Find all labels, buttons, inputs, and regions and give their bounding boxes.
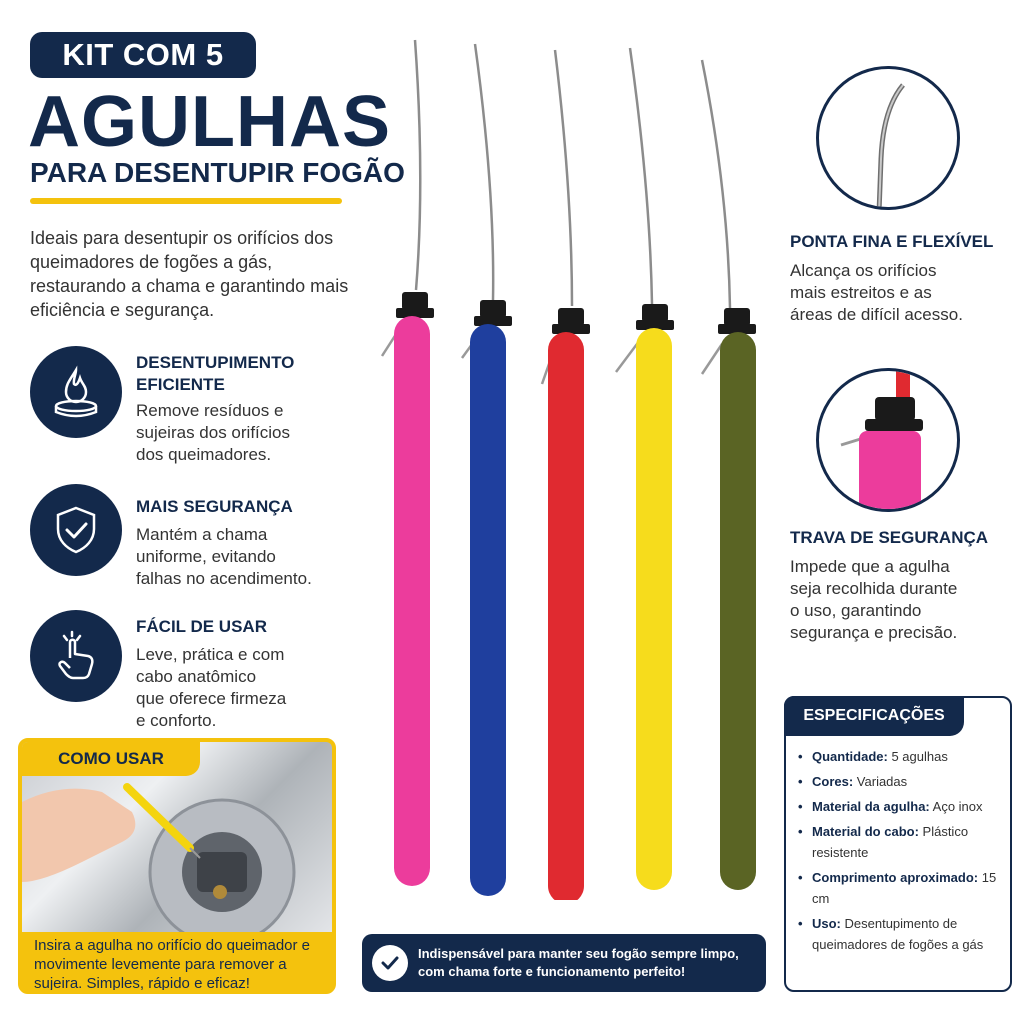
tip-text-line: Alcança os orifícios bbox=[790, 261, 937, 280]
check-icon bbox=[372, 945, 408, 981]
spec-item bbox=[798, 821, 1006, 863]
spec-label: Cores: bbox=[812, 774, 854, 789]
burner-flame-icon bbox=[30, 346, 122, 438]
shield-check-icon bbox=[30, 484, 122, 576]
feature-text: cabo anatômico bbox=[136, 667, 257, 686]
spec-value: Variadas bbox=[853, 774, 908, 789]
spec-value: 5 agulhas bbox=[887, 749, 948, 764]
spec-item bbox=[798, 867, 1006, 909]
kit-badge: KIT COM 5 bbox=[30, 32, 256, 78]
needle-pink bbox=[382, 40, 434, 886]
tip-text-line: áreas de difícil acesso. bbox=[790, 305, 963, 324]
feature-efficiency bbox=[136, 352, 366, 466]
needle-yellow bbox=[616, 48, 674, 890]
safety-lock-closeup bbox=[816, 368, 960, 512]
feature-title: MAIS SEGURANÇA bbox=[136, 497, 293, 516]
needles-illustration bbox=[360, 30, 780, 900]
lock-text-line: o uso, garantindo bbox=[790, 601, 922, 620]
lock-title: TRAVA DE SEGURANÇA bbox=[790, 528, 989, 547]
lock-text-line: segurança e precisão. bbox=[790, 623, 958, 642]
bottom-banner bbox=[362, 934, 766, 992]
lock-text bbox=[790, 556, 1016, 644]
needle-red bbox=[542, 50, 590, 900]
banner-text bbox=[418, 945, 739, 981]
spec-value: Desentupimento de queimadores de fogões a gás bbox=[812, 916, 984, 952]
how-to-use-text: Insira a agulha no orifício do queimador e movimente levemente para remover a sujeira. Simples, rápido e eficaz! bbox=[34, 937, 311, 992]
feature-title: DESENTUPIMENTO bbox=[136, 353, 295, 372]
needle-blue bbox=[462, 44, 512, 896]
tip-text-line: mais estreitos e as bbox=[790, 283, 932, 302]
page-subtitle: PARA DESENTUPIR FOGÃO bbox=[30, 157, 405, 188]
needle-olive bbox=[702, 60, 756, 890]
how-to-use-tag: COMO USAR bbox=[22, 742, 200, 776]
feature-text: que oferece firmeza bbox=[136, 689, 287, 708]
feature-text: Leve, prática e com bbox=[136, 645, 285, 664]
tip-text bbox=[790, 260, 1010, 326]
spec-label: Quantidade: bbox=[812, 749, 888, 764]
feature-safety bbox=[136, 496, 366, 590]
spec-item bbox=[798, 771, 1006, 792]
spec-value: 15 cm bbox=[812, 870, 997, 906]
spec-item bbox=[798, 796, 1006, 817]
spec-label: Comprimento aproximado: bbox=[812, 870, 979, 885]
spec-value: Plástico resistente bbox=[812, 824, 969, 860]
feature-text: sujeiras dos orifícios bbox=[136, 423, 291, 442]
feature-text: Mantém a chama bbox=[136, 525, 268, 544]
banner-line: Indispensável para manter seu fogão sempre limpo, bbox=[418, 946, 739, 961]
hand-tap-icon bbox=[30, 610, 122, 702]
needle-tip-closeup bbox=[816, 66, 960, 210]
spec-item bbox=[798, 913, 1006, 955]
lock-text-line: seja recolhida durante bbox=[790, 579, 958, 598]
spec-item bbox=[798, 746, 1006, 767]
feature-title: FÁCIL DE USAR bbox=[136, 617, 267, 636]
page-title: AGULHAS bbox=[28, 82, 391, 162]
feature-text: uniforme, evitando bbox=[136, 547, 276, 566]
spec-value: Aço inox bbox=[929, 799, 983, 814]
feature-text: dos queimadores. bbox=[136, 445, 272, 464]
feature-text: e conforto. bbox=[136, 711, 217, 730]
tip-title: PONTA FINA E FLEXÍVEL bbox=[790, 232, 994, 251]
spec-label: Material do cabo: bbox=[812, 824, 919, 839]
specs-title: ESPECIFICAÇÕES bbox=[784, 696, 964, 736]
feature-title: EFICIENTE bbox=[136, 375, 225, 394]
banner-line: com chama forte e funcionamento perfeito! bbox=[418, 964, 686, 979]
title-underline bbox=[30, 198, 342, 204]
specs-panel bbox=[784, 696, 1012, 992]
intro-text: Ideais para desentupir os orifícios dos queimadores de fogões a gás, restaurando a chama e garantindo mais eficiência e segurança. bbox=[30, 228, 349, 320]
feature-text: falhas no acendimento. bbox=[136, 569, 312, 588]
feature-easy-use bbox=[136, 616, 366, 732]
how-to-use-panel bbox=[18, 738, 336, 994]
lock-text-line: Impede que a agulha bbox=[790, 557, 950, 576]
feature-text: Remove resíduos e bbox=[136, 401, 284, 420]
spec-label: Material da agulha: bbox=[812, 799, 930, 814]
spec-label: Uso: bbox=[812, 916, 841, 931]
specs-list bbox=[798, 746, 1006, 959]
